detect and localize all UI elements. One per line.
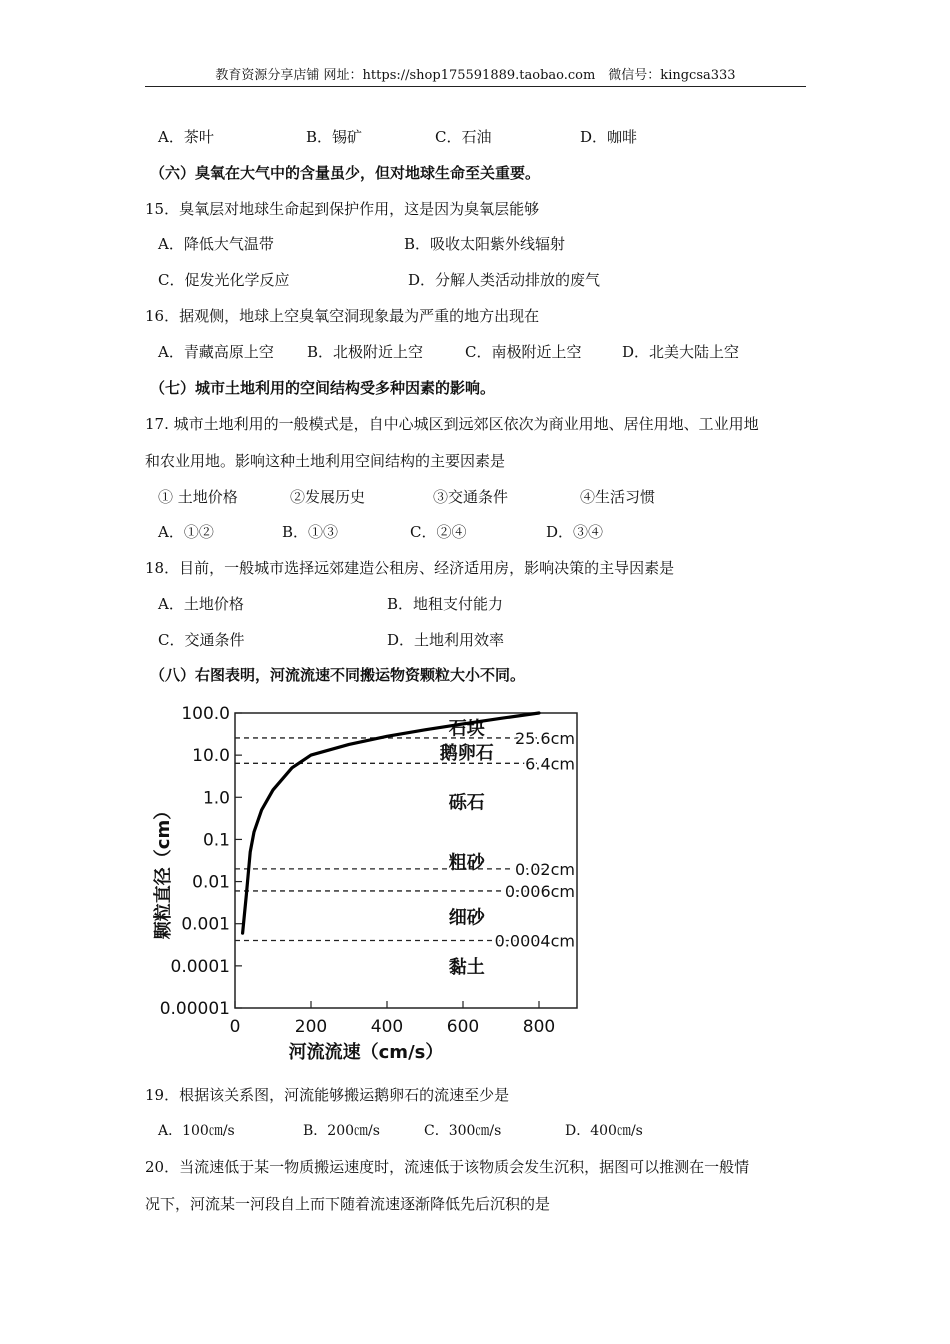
q14-option-d[interactable]: D．咖啡 xyxy=(580,128,638,146)
y-axis-label: 颗粒直径（cm） xyxy=(153,801,174,940)
y-tick-label: 10.0 xyxy=(192,746,230,767)
x-tick-label: 0 xyxy=(229,1017,241,1037)
q19-stem: 19．根据该关系图，河流能够搬运鹅卵石的流速至少是 xyxy=(145,1086,510,1104)
q17-option-c[interactable]: C．②④ xyxy=(410,523,467,541)
q14-option-b[interactable]: B．锡矿 xyxy=(306,128,363,146)
zone-label: 细砂 xyxy=(448,907,485,929)
q14-option-c[interactable]: C．石油 xyxy=(435,128,492,146)
section-7-heading: （七）城市土地利用的空间结构受多种因素的影响。 xyxy=(150,379,496,397)
x-tick-label: 600 xyxy=(446,1017,480,1037)
x-axis-label: 河流流速（cm/s） xyxy=(288,1042,444,1063)
q15-option-a[interactable]: A．降低大气温带 xyxy=(158,235,274,253)
q15-option-c[interactable]: C．促发光化学反应 xyxy=(158,271,290,289)
q17-item-2: ②发展历史 xyxy=(290,488,366,506)
q15-option-b[interactable]: B．吸收太阳紫外线辐射 xyxy=(404,235,566,253)
x-tick-label: 800 xyxy=(522,1017,556,1037)
q16-option-a[interactable]: A．青藏高原上空 xyxy=(158,343,274,361)
q17-option-b[interactable]: B．①③ xyxy=(282,523,339,541)
zone-label: 石块 xyxy=(448,718,485,740)
y-tick-label: 0.001 xyxy=(181,914,230,935)
velocity-grain-chart xyxy=(145,695,585,1065)
y-tick-label: 0.01 xyxy=(192,872,230,893)
y-tick-label: 0.0001 xyxy=(170,956,230,977)
q17-option-d[interactable]: D．③④ xyxy=(546,523,604,541)
q16-option-c[interactable]: C．南极附近上空 xyxy=(465,343,582,361)
q17-stem-line-2: 和农业用地。影响这种土地利用空间结构的主要因素是 xyxy=(145,452,506,470)
x-tick-label: 400 xyxy=(370,1017,404,1037)
q17-item-4: ④生活习惯 xyxy=(580,488,656,506)
q15-stem: 15．臭氧层对地球生命起到保护作用，这是因为臭氧层能够 xyxy=(145,200,540,218)
threshold-label: 0.006cm xyxy=(504,881,575,901)
q18-option-a[interactable]: A．土地价格 xyxy=(158,595,244,613)
q15-option-d[interactable]: D．分解人类活动排放的废气 xyxy=(408,271,601,289)
section-8-heading: （八）右图表明，河流流速不同搬运物资颗粒大小不同。 xyxy=(150,666,526,684)
page-header: 教育资源分享店铺 网址：https://shop175591889.taobao.com 微信号：kingcsa333 xyxy=(145,66,806,87)
q16-option-b[interactable]: B．北极附近上空 xyxy=(307,343,424,361)
zone-label: 粗砂 xyxy=(448,852,485,874)
y-tick-label: 100.0 xyxy=(181,704,230,724)
section-6-heading: （六）臭氧在大气中的含量虽少，但对地球生命至关重要。 xyxy=(150,164,541,182)
zone-label: 黏土 xyxy=(448,956,485,978)
threshold-label: 0.0004cm xyxy=(494,931,575,951)
q20-stem-line-1: 20．当流速低于某一物质搬运速度时，流速低于该物质会发生沉积，据图可以推测在一般情 xyxy=(145,1158,750,1176)
threshold-label: 25.6cm xyxy=(514,728,575,748)
q17-stem-line-1: 17. 城市土地利用的一般模式是，自中心城区到远郊区依次为商业用地、居住用地、工业用地 xyxy=(145,415,759,433)
y-tick-label: 1.0 xyxy=(202,788,230,809)
y-tick-label: 0.1 xyxy=(202,830,230,851)
threshold-label: 0.02cm xyxy=(514,859,575,879)
zone-label: 砾石 xyxy=(448,792,485,814)
q18-option-c[interactable]: C．交通条件 xyxy=(158,631,245,649)
zone-label: 鹅卵石 xyxy=(439,742,494,764)
q18-stem: 18．目前，一般城市选择远郊建造公租房、经济适用房，影响决策的主导因素是 xyxy=(145,559,675,577)
q18-option-b[interactable]: B．地租支付能力 xyxy=(387,595,504,613)
q17-option-a[interactable]: A．①② xyxy=(158,523,214,541)
q16-stem: 16．据观侧，地球上空臭氧空洞现象最为严重的地方出现在 xyxy=(145,307,540,325)
q19-option-a[interactable]: A．100㎝/s xyxy=(158,1123,235,1139)
q17-item-3: ③交通条件 xyxy=(433,488,509,506)
x-tick-label: 200 xyxy=(294,1017,328,1037)
q19-option-d[interactable]: D．400㎝/s xyxy=(565,1123,643,1139)
velocity-curve xyxy=(243,713,539,933)
y-tick-label: 0.00001 xyxy=(159,999,230,1019)
q19-option-b[interactable]: B．200㎝/s xyxy=(303,1123,380,1139)
q18-option-d[interactable]: D．土地利用效率 xyxy=(387,631,505,649)
q20-stem-line-2: 况下，河流某一河段自上而下随着流速逐渐降低先后沉积的是 xyxy=(145,1195,551,1213)
threshold-label: 6.4cm xyxy=(525,754,575,774)
q19-option-c[interactable]: C．300㎝/s xyxy=(424,1123,502,1139)
q14-option-a[interactable]: A．茶叶 xyxy=(158,128,214,146)
chart-svg xyxy=(145,695,585,1065)
q16-option-d[interactable]: D．北美大陆上空 xyxy=(622,343,740,361)
q17-item-1: ① 土地价格 xyxy=(158,488,238,506)
